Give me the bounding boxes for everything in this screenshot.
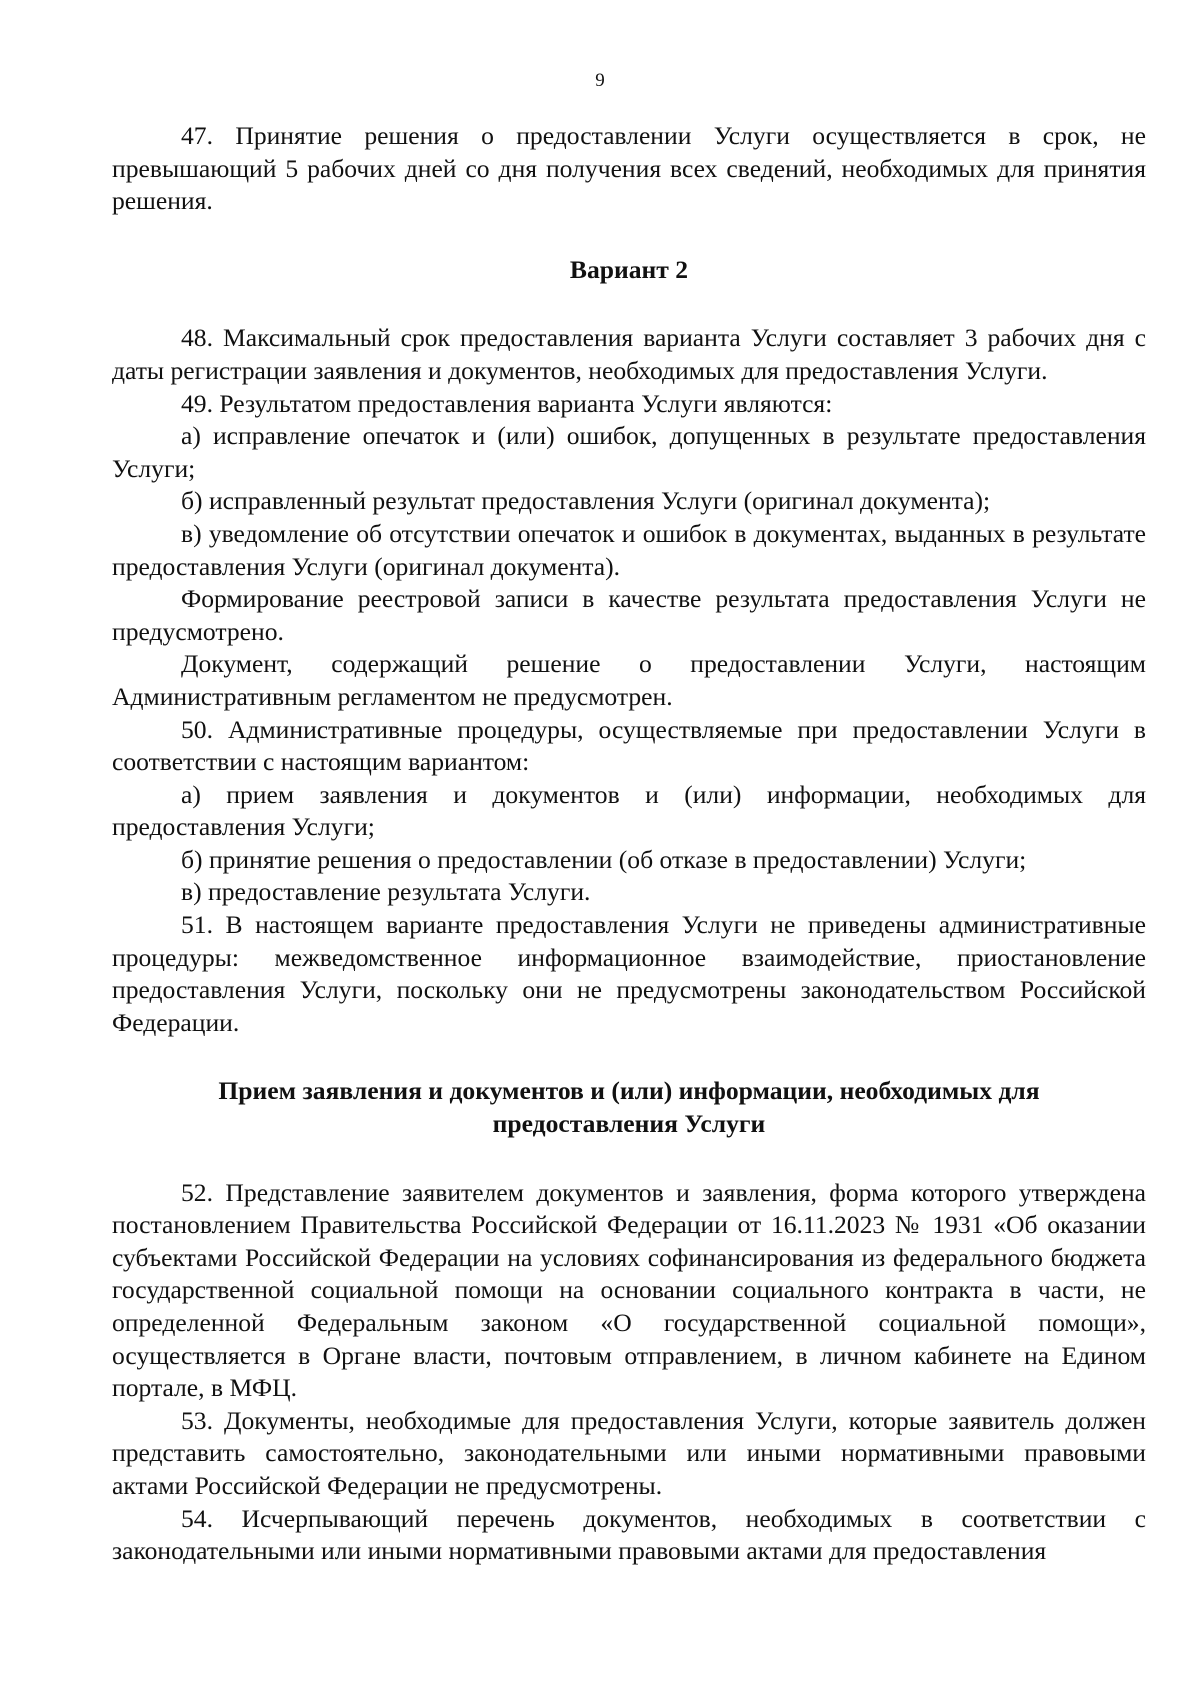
paragraph-51: 51. В настоящем варианте предоставления Услуги не приведены административные процедуры: межведомственное информационное взаимодействие, приостановление предоставления Услуги, поскольку они не предусмотрены законодательством Российской Федерации. bbox=[112, 910, 1146, 1037]
list-item-50-b: б) принятие решения о предоставлении (об отказе в предоставлении) Услуги; bbox=[181, 844, 1027, 874]
paragraph-48: 48. Максимальный срок предоставления варианта Услуги составляет 3 рабочих дня с даты регистрации заявления и документов, необходимых для предоставления Услуги. bbox=[112, 323, 1146, 385]
section-heading-application-intake: Прием заявления и документов и (или) информации, необходимых для предоставления Услуги bbox=[218, 1076, 1040, 1139]
list-item-49-b: б) исправленный результат предоставления Услуги (оригинал документа); bbox=[181, 486, 991, 516]
list-item-49-c: в) уведомление об отсутствии опечаток и ошибок в документах, выданных в результате предоставления Услуги (оригинал документа). bbox=[112, 518, 1146, 581]
paragraph-53: 53. Документы, необходимые для предоставления Услуги, которые заявитель должен представить самостоятельно, законодательными или иными нормативными правовыми актами Российской Федерации не предусмотрены. bbox=[112, 1405, 1146, 1500]
document-body bbox=[112, 120, 1146, 1568]
paragraph-registry-note: Формирование реестровой записи в качестве результата предоставления Услуги не предусмотрено. bbox=[112, 584, 1146, 646]
paragraph-document-note: Документ, содержащий решение о предоставлении Услуги, настоящим Административным регламентом не предусмотрен. bbox=[112, 649, 1146, 711]
paragraph-47: 47. Принятие решения о предоставлении Услуги осуществляется в срок, не превышающий 5 рабочих дней со дня получения всех сведений, необходимых для принятия решения. bbox=[112, 121, 1146, 216]
section-heading-variant-2: Вариант 2 bbox=[569, 254, 689, 284]
list-item-50-a: а) прием заявления и документов и (или) информации, необходимых для предоставления Услуги; bbox=[112, 779, 1146, 842]
paragraph-49: 49. Результатом предоставления варианта Услуги являются: bbox=[181, 388, 833, 418]
paragraph-50: 50. Административные процедуры, осуществляемые при предоставлении Услуги в соответствии с настоящим вариантом: bbox=[112, 714, 1146, 777]
list-item-49-a: а) исправление опечаток и (или) ошибок, допущенных в результате предоставления Услуги; bbox=[112, 421, 1146, 483]
paragraph-52: 52. Представление заявителем документов и заявления, форма которого утверждена постановлением Правительства Российской Федерации от 16.11.2023 № 1931 «Об оказании субъектами Российской Федерации на условиях софинансирования из федерального бюджета государственной социальной помощи на основании социального контракта в части, не определенной Федеральным законом «О государственной социальной помощи», осуществляется в Органе власти, почтовым отправлением, в личном кабинете на Едином портале, в МФЦ. bbox=[112, 1177, 1146, 1403]
page-number: 9 bbox=[595, 70, 605, 91]
paragraph-54: 54. Исчерпывающий перечень документов, необходимых в соответствии с законодательными или иными нормативными правовыми актами для предоставления bbox=[112, 1503, 1146, 1566]
list-item-50-c: в) предоставление результата Услуги. bbox=[181, 877, 591, 907]
